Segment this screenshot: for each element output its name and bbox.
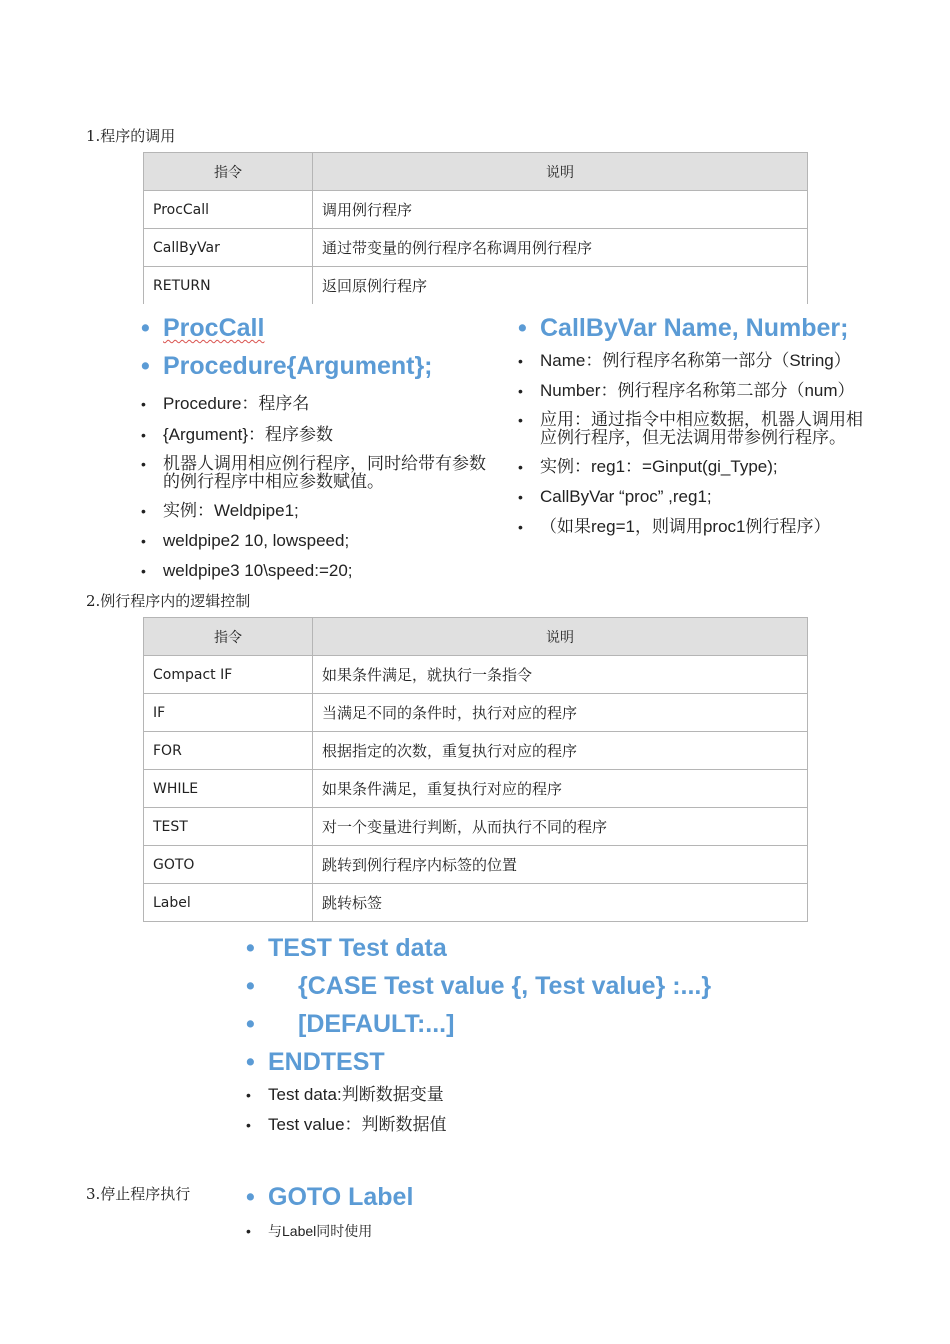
table-cell: RETURN <box>144 267 313 305</box>
table-cell: TEST <box>144 808 313 846</box>
table-cell: WHILE <box>144 770 313 808</box>
list-item: • 实例：reg1：=Ginput(gi_Type); <box>518 457 868 477</box>
list-item: • Number：例行程序名称第二部分（num） <box>518 381 868 401</box>
table-row <box>144 732 808 770</box>
table-row <box>144 770 808 808</box>
list-item: • 实例：Weldpipe1; <box>141 501 491 521</box>
list-item: • 与Label同时使用 <box>246 1222 646 1240</box>
table-cell: 根据指定的次数，重复执行对应的程序 <box>313 732 808 770</box>
list-item: • CallByVar “proc” ,reg1; <box>518 487 868 507</box>
table-row <box>144 229 808 267</box>
table-row <box>144 884 808 922</box>
table-cell: 如果条件满足，重复执行对应的程序 <box>313 770 808 808</box>
table-cell: 通过带变量的例行程序名称调用例行程序 <box>313 229 808 267</box>
list-item: • weldpipe3 10\speed:=20; <box>141 561 491 581</box>
list-item: • ENDTEST <box>246 1043 806 1081</box>
list-item: • Test value：判断数据值 <box>246 1115 806 1135</box>
table-cell: GOTO <box>144 846 313 884</box>
table-row <box>144 656 808 694</box>
list-item: • Procedure：程序名 <box>141 394 491 414</box>
table-cell: 跳转标签 <box>313 884 808 922</box>
list-item: • [DEFAULT:...] <box>246 1005 806 1043</box>
table-header-row <box>144 153 808 191</box>
list-item: • Test data:判断数据变量 <box>246 1085 806 1105</box>
list-item-text: ProcCall <box>163 314 265 342</box>
table-cell: 对一个变量进行判断，从而执行不同的程序 <box>313 808 808 846</box>
list-item: • weldpipe2 10, lowspeed; <box>141 531 491 551</box>
list-item: • Name：例行程序名称第一部分（String） <box>518 351 868 371</box>
table-row <box>144 267 808 305</box>
table-cell: Compact IF <box>144 656 313 694</box>
logic-control-table <box>143 617 808 922</box>
callbyvar-bullet-list <box>518 309 868 542</box>
test-syntax-bullet-list <box>246 929 806 1140</box>
section2-heading: 2.例行程序内的逻辑控制 <box>86 592 251 610</box>
table-row <box>144 191 808 229</box>
list-item: • {CASE Test value {, Test value} :...} <box>246 967 806 1005</box>
table-cell: 跳转到例行程序内标签的位置 <box>313 846 808 884</box>
table-header-cell: 指令 <box>144 618 313 656</box>
table-row <box>144 846 808 884</box>
list-item: • Procedure{Argument}; <box>141 347 491 385</box>
section1-heading: 1.程序的调用 <box>86 127 176 145</box>
table-row <box>144 694 808 732</box>
call-instructions-table <box>143 152 808 304</box>
table-cell: IF <box>144 694 313 732</box>
table-cell: Label <box>144 884 313 922</box>
list-item: • CallByVar Name, Number; <box>518 309 868 347</box>
list-item: • （如果reg=1，则调用proc1例行程序） <box>518 517 868 537</box>
list-item: • TEST Test data <box>246 929 806 967</box>
table-cell: 调用例行程序 <box>313 191 808 229</box>
list-item: • {Argument}：程序参数 <box>141 425 491 445</box>
proccall-bullet-list <box>141 309 491 586</box>
table-cell: 当满足不同的条件时，执行对应的程序 <box>313 694 808 732</box>
list-item: • 应用：通过指令中相应数据，机器人调用相应例行程序，但无法调用带参例行程序。 <box>518 411 868 447</box>
list-item: • 机器人调用相应例行程序，同时给带有参数的例行程序中相应参数赋值。 <box>141 455 491 491</box>
table-header-cell: 指令 <box>144 153 313 191</box>
goto-bullet-list <box>246 1178 646 1240</box>
table-row <box>144 808 808 846</box>
table-cell: 如果条件满足，就执行一条指令 <box>313 656 808 694</box>
table-cell: FOR <box>144 732 313 770</box>
list-item <box>141 309 491 347</box>
table-cell: CallByVar <box>144 229 313 267</box>
table-cell: ProcCall <box>144 191 313 229</box>
table-header-cell: 说明 <box>313 153 808 191</box>
table-cell: 返回原例行程序 <box>313 267 808 305</box>
table-header-cell: 说明 <box>313 618 808 656</box>
list-item: • GOTO Label <box>246 1178 646 1216</box>
table-header-row <box>144 618 808 656</box>
section3-heading: 3.停止程序执行 <box>86 1185 191 1203</box>
